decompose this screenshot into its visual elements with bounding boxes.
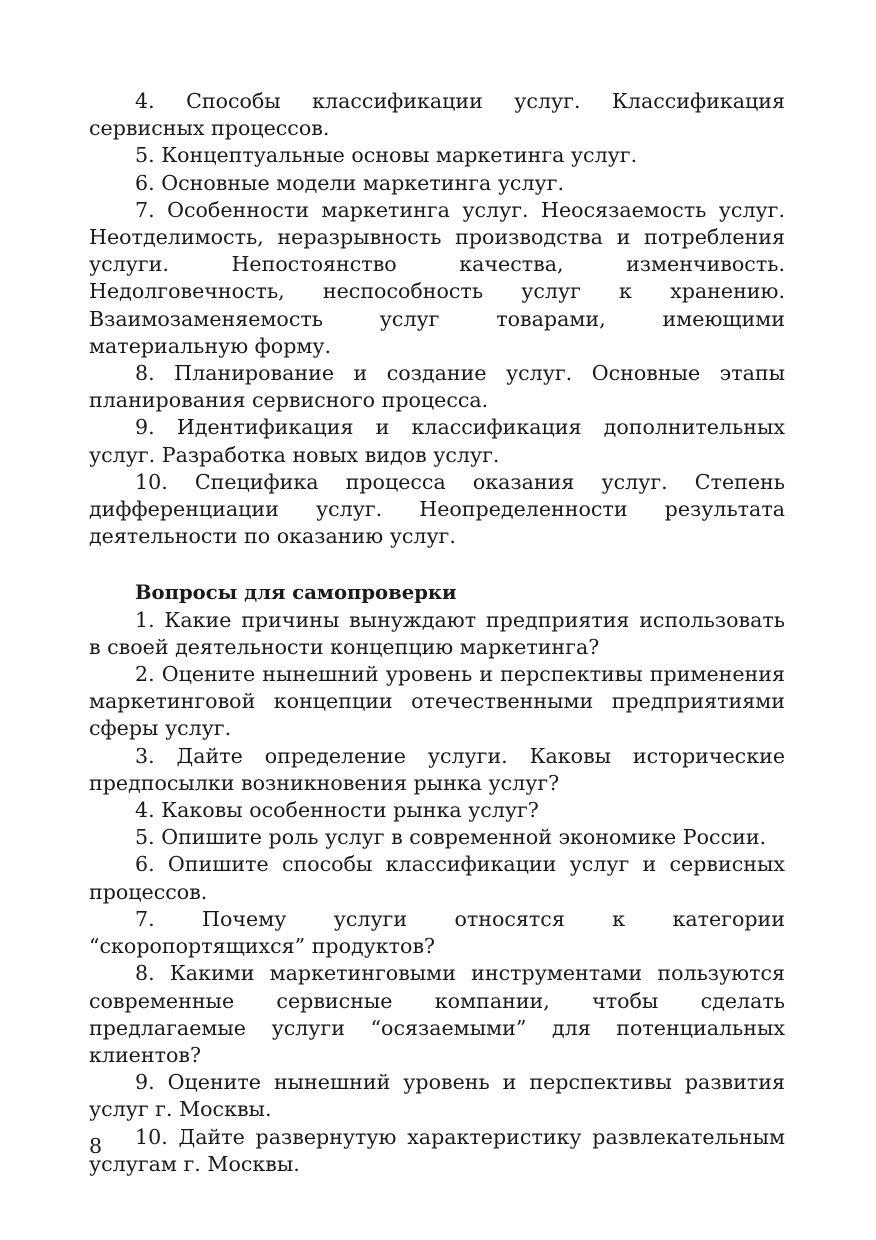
topic-item: 6. Основные модели маркетинга услуг. <box>135 170 564 195</box>
question-item: 1. Какие причины вынуждают предприятия использовать в своей деятельности концепцию маркетинга? <box>89 607 785 659</box>
question-item: 4. Каковы особенности рынка услуг? <box>135 798 539 823</box>
topic-item: 5. Концептуальные основы маркетинга услуг. <box>135 143 638 168</box>
topic-item: 8. Планирование и создание услуг. Основные этапы планирования сервисного процесса. <box>89 361 785 413</box>
question-item: 7. Почему услуги относятся к категории “скоропортящихся” продуктов? <box>89 906 785 959</box>
question-item: 3. Дайте определение услуги. Каковы исторические предпосылки возникновения рынка услуг? <box>89 743 785 795</box>
page-body <box>89 88 785 1178</box>
topic-item: 10. Специфика процесса оказания услуг. Степень дифференциации услуг. Неопределенности результата деятельности по оказанию услуг. <box>89 469 785 549</box>
topic-item: 9. Идентификация и классификация дополнительных услуг. Разработка новых видов услуг. <box>89 415 785 467</box>
section-spacer <box>89 550 785 579</box>
question-item: 2. Оцените нынешний уровень и перспективы применения маркетинговой концепции отечественными предприятиями сферы услуг. <box>89 662 785 741</box>
page-number: 8 <box>89 1134 103 1158</box>
question-item: 6. Опишите способы классификации услуг и сервисных процессов. <box>89 852 785 904</box>
question-item: 9. Оцените нынешний уровень и перспективы развития услуг г. Москвы. <box>89 1070 785 1122</box>
question-item: 8. Какими маркетинговыми инструментами пользуются современные сервисные компании, чтобы сделать предлагаемые услуги “осязаемыми” для потенциальных клиентов? <box>89 961 785 1067</box>
section-heading: Вопросы для самопроверки <box>135 581 457 605</box>
question-item: 10. Дайте развернутую характеристику развлекательным услугам г. Москвы. <box>89 1124 785 1176</box>
topic-item: 7. Особенности маркетинга услуг. Неосязаемость услуг. Неотделимость, неразрывность производства и потребления услуги. Непостоянство качества, изменчивость. Недолговечность, неспособность услуг к хранению. Взаимозаменяемость услуг товарами, имеющими материальную форму. <box>89 197 785 358</box>
topic-item: 4. Способы классификации услуг. Классификация сервисных процессов. <box>89 89 785 141</box>
question-item: 5. Опишите роль услуг в современной экономике России. <box>135 825 767 850</box>
